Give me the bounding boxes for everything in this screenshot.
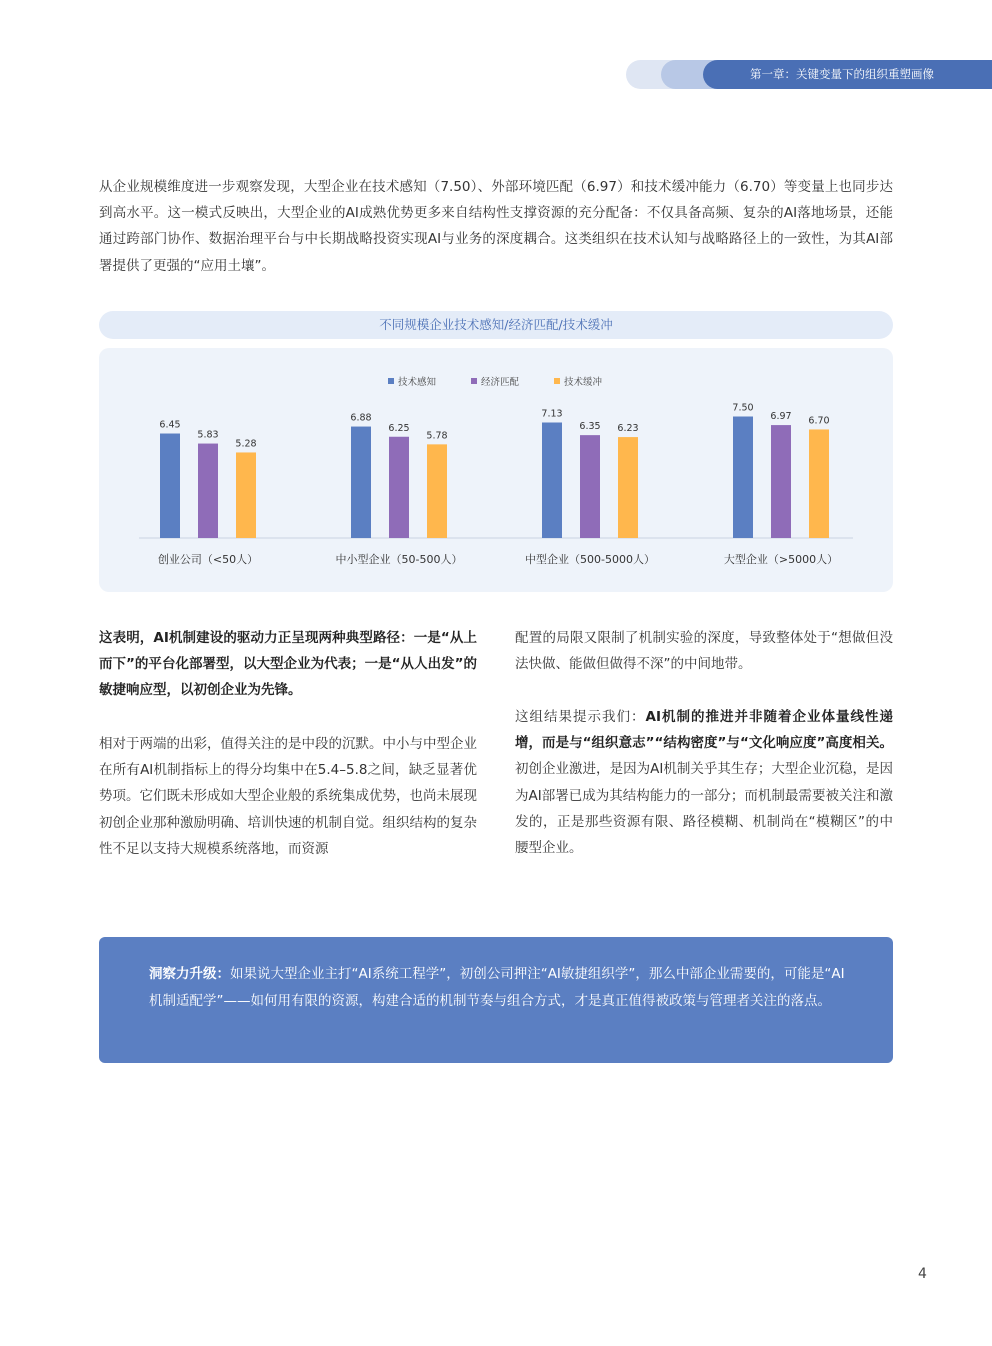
data-label: 6.45 [159, 419, 181, 431]
bar-chart [99, 348, 893, 592]
chart-title: 不同规模企业技术感知/经济匹配/技术缓冲 [379, 317, 613, 332]
left-paragraph-1 [99, 625, 477, 704]
data-label: 5.83 [197, 429, 219, 441]
data-label: 5.78 [426, 430, 448, 442]
right-paragraph-2-rest: 初创企业激进，是因为AI机制关乎其生存；大型企业沉稳，是因为AI部署已成为其结构能力的一部分；而机制最需要被关注和激发的，正是那些资源有限、路径模糊、机制尚在“模糊区”的中腰型企业。 [515, 761, 893, 857]
bar [771, 425, 791, 538]
bar [542, 422, 562, 538]
bar [733, 417, 753, 539]
insight-label: 洞察力升级： [149, 966, 230, 982]
right-paragraph-2-bold: AI机制的推进并非随着企业体量线性递增，而是与“组织意志”“结构密度”与“文化响应度”高度相关。 [515, 709, 893, 752]
page-number: 4 [918, 1266, 927, 1282]
data-label: 6.25 [388, 422, 410, 434]
bar [198, 444, 218, 538]
left-paragraph-2: 相对于两端的出彩，值得关注的是中段的沉默。中小与中型企业在所有AI机制指标上的得分均集中在5.4–5.8之间，缺乏显著优势项。它们既未形成如大型企业般的系统集成优势，也尚未展现初创企业那种激励明确、培训快速的机制自觉。组织结构的复杂性不足以支持大规模系统落地，而资源 [99, 736, 477, 857]
data-label: 6.70 [808, 415, 830, 427]
insight-text [149, 961, 849, 1014]
right-paragraph-2 [515, 704, 893, 861]
bar [160, 434, 180, 538]
bar [809, 429, 829, 538]
bar [618, 437, 638, 538]
right-paragraph-2-lead: 这组结果提示我们： [515, 709, 646, 725]
data-label: 6.88 [350, 412, 372, 424]
legend-swatch [388, 378, 394, 384]
legend-label: 经济匹配 [481, 377, 520, 388]
legend-label: 技术感知 [398, 377, 437, 388]
bar [580, 435, 600, 538]
chapter-title: 第一章：关键变量下的组织重塑画像 [750, 67, 934, 81]
category-label: 中型企业（500-5000人） [525, 553, 655, 566]
data-label: 6.97 [770, 411, 792, 423]
data-label: 7.50 [732, 402, 754, 414]
legend-label: 技术缓冲 [564, 377, 603, 388]
data-label: 5.28 [235, 438, 257, 450]
category-label: 创业公司（<50人） [157, 553, 259, 566]
bar [351, 427, 371, 538]
bar [427, 444, 447, 538]
data-label: 6.35 [579, 421, 601, 433]
category-label: 中小型企业（50-500人） [335, 553, 463, 566]
insight-body: 如果说大型企业主打“AI系统工程学”，初创公司押注“AI敏捷组织学”，那么中部企业需要的，可能是“AI机制适配学”——如何用有限的资源，构建合适的机制节奏与组合方式，才是真正值得被政策与管理者关注的落点。 [149, 966, 845, 1009]
legend-swatch [471, 378, 477, 384]
data-label: 7.13 [541, 408, 563, 420]
data-label: 6.23 [617, 423, 639, 435]
bar [389, 437, 409, 538]
bar [236, 452, 256, 538]
category-label: 大型企业（>5000人） [723, 553, 839, 566]
left-paragraph-1-text: 这表明，AI机制建设的驱动力正呈现两种典型路径：一是“从上而下”的平台化部署型，以大型企业为代表；一是“从人出发”的敏捷响应型，以初创企业为先锋。 [99, 630, 477, 699]
intro-paragraph: 从企业规模维度进一步观察发现，大型企业在技术感知（7.50）、外部环境匹配（6.97）和技术缓冲能力（6.70）等变量上也同步达到高水平。这一模式反映出，大型企业的AI成熟优势更多来自结构性支撑资源的充分配备：不仅具备高频、复杂的AI落地场景，还能通过跨部门协作、数据治理平台与中长期战略投资实现AI与业务的深度耦合。这类组织在技术认知与战略路径上的一致性，为其AI部署提供了更强的“应用土壤”。 [99, 179, 893, 274]
legend-swatch [554, 378, 560, 384]
right-paragraph-1: 配置的局限又限制了机制实验的深度，导致整体处于“想做但没法快做、能做但做得不深”的中间地带。 [515, 630, 893, 673]
